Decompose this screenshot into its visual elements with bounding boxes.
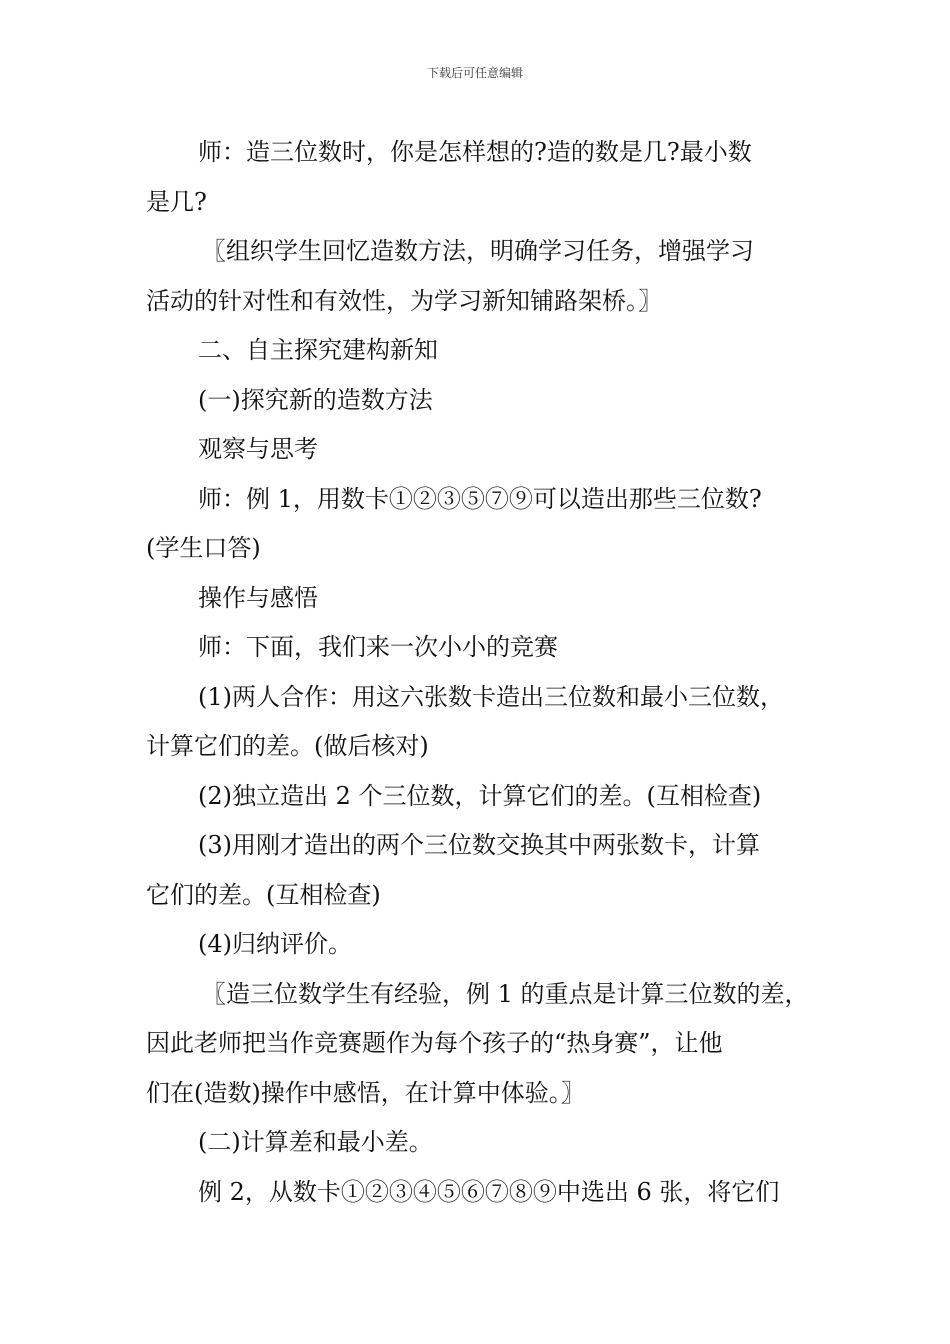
document-body xyxy=(146,128,814,1217)
section-heading: 二、自主探究建构新知 xyxy=(198,336,438,364)
paragraph-line: (学生口答) xyxy=(146,534,261,562)
paragraph-line: (4)归纳评价。 xyxy=(198,930,352,958)
paragraph-line: 〖造三位数学生有经验，例 1 的重点是计算三位数的差， xyxy=(202,979,809,1008)
paragraph-line: (1)两人合作：用这六张数卡造出三位数和最小三位数， xyxy=(198,682,784,711)
subsection-heading: (一)探究新的造数方法 xyxy=(198,385,433,414)
subsection-heading: (二)计算差和最小差。 xyxy=(198,1128,433,1156)
paragraph-line: 活动的针对性和有效性，为学习新知铺路架桥。〗 xyxy=(146,286,662,315)
paragraph-line: 操作与感悟 xyxy=(198,583,318,612)
paragraph-line: 计算它们的差。(做后核对) xyxy=(146,732,429,760)
paragraph-line: 〖组织学生回忆造数方法，明确学习任务，增强学习 xyxy=(202,237,754,265)
paragraph-line: 例 2，从数卡①②③④⑤⑥⑦⑧⑨中选出 6 张，将它们 xyxy=(198,1177,780,1206)
page-header: 下载后可任意编辑 xyxy=(426,66,523,80)
paragraph-line: 师：下面，我们来一次小小的竞赛 xyxy=(198,633,558,661)
paragraph-line: 它们的差。(互相检查) xyxy=(146,880,381,909)
paragraph-line: 因此老师把当作竞赛题作为每个孩子的“热身赛”，让他 xyxy=(146,1029,723,1057)
paragraph-line: 是几? xyxy=(146,187,207,216)
paragraph-line: 师：造三位数时，你是怎样想的?造的数是几?最小数 xyxy=(198,138,752,166)
paragraph-line: (3)用刚才造出的两个三位数交换其中两张数卡，计算 xyxy=(198,831,760,859)
paragraph-line: 们在(造数)操作中感悟，在计算中体验。〗 xyxy=(146,1078,585,1107)
paragraph-line: 观察与思考 xyxy=(198,435,318,463)
paragraph-line: 师：例 1，用数卡①②③⑤⑦⑨可以造出那些三位数? xyxy=(198,484,762,513)
paragraph-line: (2)独立造出 2 个三位数，计算它们的差。(互相检查) xyxy=(198,781,762,810)
